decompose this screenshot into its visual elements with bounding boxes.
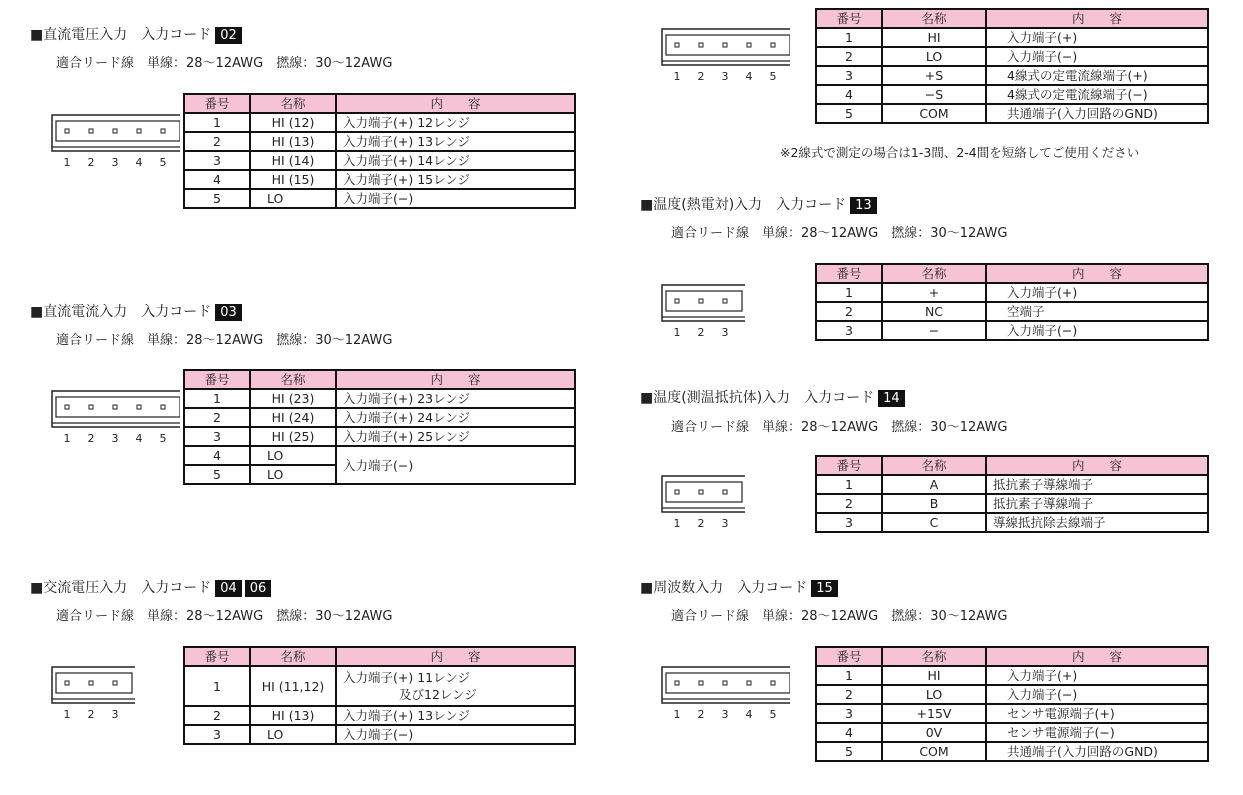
table-cell: 5 [184,189,250,208]
wire-spec: 適合リード線 単線：28～12AWG 撚線：30～12AWG [671,420,1008,435]
table-cell: 名称 [882,9,986,28]
table-cell: ■直流電流入力 入力コード [30,304,212,320]
table-cell: 0V [882,723,986,742]
svg-text:5: 5 [159,432,167,445]
svg-text:2: 2 [87,432,95,445]
table-cell: LO [250,189,336,208]
connector-5pin-icon [50,389,180,447]
table-cell: B [882,494,986,513]
wire-spec: 適合リード線 単線：28～12AWG 撚線：30～12AWG [671,226,1008,241]
table-row [816,66,1208,85]
pin-table-ac-voltage [183,646,576,745]
table-cell: 番号 [816,264,882,283]
table-cell: 抵抗素子導線端子 [986,494,1208,513]
svg-text:4: 4 [135,156,143,169]
table-cell: 名称 [882,647,986,666]
table-cell: 5 [816,742,882,761]
table-cell: 及び12レンジ [399,687,477,702]
svg-text:1: 1 [673,517,681,530]
table-row [184,706,575,725]
table-cell: 導線抵抗除去線端子 [986,513,1208,532]
svg-text:2: 2 [697,70,705,83]
table-cell: COM [882,104,986,123]
table-cell: 4 [184,446,250,465]
connector-5pin-icon [660,665,790,723]
table-row [816,104,1208,123]
table-cell: LO [250,465,336,484]
connector-3pin-icon [660,474,745,532]
table-cell: 3 [184,151,250,170]
input-code-badge: 13 [850,197,877,214]
table-row [816,742,1208,761]
svg-text:3: 3 [721,70,729,83]
table-cell: 4 [816,723,882,742]
svg-text:1: 1 [63,156,71,169]
table-cell: 番号 [816,456,882,475]
table-cell: 内 容 [986,647,1208,666]
table-cell: 4線式の定電流線端子(+) [986,66,1208,85]
table-cell: 入力端子(+) 11レンジ [343,670,470,685]
svg-text:3: 3 [111,432,119,445]
pin-table-rtd [815,455,1209,533]
table-row [816,28,1208,47]
table-row [184,189,575,208]
svg-text:1: 1 [63,708,71,721]
table-cell: LO [882,47,986,66]
table-row [184,113,575,132]
col-content: 内 容 [336,94,575,113]
table-cell: 入力端子(+) 13レンジ [336,706,575,725]
table-cell: ■温度(熱電対)入力 入力コード [640,197,847,213]
table-row [816,685,1208,704]
table-cell: 入力端子(+) 25レンジ [336,427,575,446]
svg-text:1: 1 [673,326,681,339]
table-cell: HI (15) [250,170,336,189]
table-cell: 5 [184,465,250,484]
table-cell: HI (13) [250,132,336,151]
svg-text:3: 3 [721,517,729,530]
table-cell: HI [882,666,986,685]
table-cell: NC [882,302,986,321]
connector-5pin-icon [660,27,790,85]
pin-table-resistance [815,8,1209,124]
svg-text:2: 2 [87,156,95,169]
table-cell: 1 [816,666,882,685]
svg-text:5: 5 [159,156,167,169]
table-cell: 抵抗素子導線端子 [986,475,1208,494]
table-cell: 3 [184,725,250,744]
table-cell: HI (11,12) [250,666,336,706]
table-row [816,283,1208,302]
table-cell: 1 [816,475,882,494]
svg-text:4: 4 [745,70,753,83]
svg-text:4: 4 [745,708,753,721]
table-cell: 入力端子(−) [986,321,1208,340]
table-cell: 入力端子(+) 15レンジ [336,170,575,189]
table-row [816,85,1208,104]
table-row [816,704,1208,723]
wire-spec: 適合リード線 単線：28～12AWG 撚線：30～12AWG [56,56,393,71]
input-code-badge: 14 [878,390,905,407]
table-row [816,494,1208,513]
table-cell: C [882,513,986,532]
connector-3pin-icon [660,283,745,341]
table-cell: 3 [816,513,882,532]
svg-text:1: 1 [673,70,681,83]
svg-text:2: 2 [697,517,705,530]
table-cell: センサ電源端子(−) [986,723,1208,742]
svg-text:5: 5 [769,70,777,83]
connector-3pin-icon [50,665,135,723]
connector-5pin-icon [50,113,180,171]
input-code-badge: 04 [215,580,242,597]
svg-text:2: 2 [87,708,95,721]
wire-spec: 適合リード線 単線：28～12AWG 撚線：30～12AWG [56,333,393,348]
table-cell: HI (14) [250,151,336,170]
table-cell: 内 容 [986,456,1208,475]
table-row [184,389,575,408]
table-row [184,408,575,427]
table-cell: A [882,475,986,494]
svg-text:3: 3 [721,326,729,339]
input-code-badge: 03 [215,304,242,321]
table-cell: 番号 [816,9,882,28]
table-cell: 番号 [816,647,882,666]
svg-text:2: 2 [697,326,705,339]
col-name: 名称 [250,94,336,113]
table-cell: 共通端子(入力回路のGND) [986,742,1208,761]
pin-table-frequency [815,646,1209,762]
table-cell: 内 容 [986,264,1208,283]
table-cell: 2 [816,494,882,513]
pin-table-thermocouple [815,263,1209,341]
svg-text:2: 2 [697,708,705,721]
table-cell: 1 [816,28,882,47]
table-cell: HI (24) [250,408,336,427]
table-cell: HI (25) [250,427,336,446]
svg-text:5: 5 [769,708,777,721]
section-title-dc-voltage [30,26,242,44]
table-row [184,132,575,151]
table-cell: ■温度(測温抵抗体)入力 入力コード [640,390,875,406]
svg-text:4: 4 [135,432,143,445]
table-cell: 3 [184,427,250,446]
table-cell: HI (13) [250,706,336,725]
table-cell: 入力端子(−) [336,189,575,208]
col-no: 番号 [184,94,250,113]
section-title-rtd [640,389,905,407]
section-title-ac-voltage [30,579,271,597]
table-cell: ■直流電圧入力 入力コード [30,27,212,43]
table-cell: 2 [816,47,882,66]
table-cell: 名称 [882,264,986,283]
table-cell: 名称 [882,456,986,475]
table-cell: 1 [816,283,882,302]
table-cell: 2 [184,706,250,725]
table-cell: 共通端子(入力回路のGND) [986,104,1208,123]
section-title-dc-current [30,303,242,321]
pin-table-dc-voltage [183,93,576,209]
table-cell: 入力端子(−) [986,47,1208,66]
svg-text:1: 1 [63,432,71,445]
table-cell: 入力端子(+) [986,666,1208,685]
table-cell: ■周波数入力 入力コード [640,580,808,596]
table-cell: 4 [816,85,882,104]
table-cell: 1 [184,113,250,132]
table-row [816,666,1208,685]
section-title-frequency [640,579,838,597]
table-cell: 内 容 [986,9,1208,28]
table-cell: 入力端子(+) [986,28,1208,47]
table-row [816,302,1208,321]
table-row [816,321,1208,340]
table-cell: COM [882,742,986,761]
table-cell: 2 [184,132,250,151]
table-row [184,725,575,744]
input-code-badge: 06 [245,580,272,597]
table-cell: HI (12) [250,113,336,132]
section-title-thermocouple [640,196,877,214]
table-cell: 入力端子(−) [336,446,575,484]
table-cell: 入力端子(+) [986,283,1208,302]
table-cell: 名称 [250,647,336,666]
table-cell: 1 [184,666,250,706]
table-row [184,170,575,189]
table-cell: 4 [184,170,250,189]
table-cell: 内 容 [336,647,575,666]
table-row [184,666,575,706]
table-cell: 番号 [184,647,250,666]
table-cell: 3 [816,704,882,723]
input-code-badge: 02 [215,27,242,44]
table-cell: 名称 [250,370,336,389]
table-cell: 内 容 [336,370,575,389]
table-cell: 3 [816,66,882,85]
table-cell: ■交流電圧入力 入力コード [30,580,212,596]
table-cell: 入力端子(+) 23レンジ [336,389,575,408]
table-cell: 空端子 [986,302,1208,321]
table-cell: 1 [184,389,250,408]
table-cell: 入力端子(−) [336,725,575,744]
svg-text:3: 3 [111,708,119,721]
table-cell: 2 [184,408,250,427]
table-cell: 入力端子(+) 13レンジ [336,132,575,151]
table-cell: −S [882,85,986,104]
table-cell: 2 [816,685,882,704]
table-cell: 入力端子(+) 14レンジ [336,151,575,170]
svg-text:3: 3 [111,156,119,169]
table-cell: 番号 [184,370,250,389]
table-row [184,151,575,170]
table-row [816,475,1208,494]
table-cell: 3 [816,321,882,340]
input-code-badge: 15 [811,580,838,597]
table-row [184,427,575,446]
table-cell: 4線式の定電流線端子(−) [986,85,1208,104]
pin-table-dc-current [183,369,576,485]
table-cell: LO [250,725,336,744]
table-cell: 入力端子(−) [986,685,1208,704]
table-cell: +15V [882,704,986,723]
table-row [184,446,575,465]
table-cell: 2 [816,302,882,321]
wire-spec: 適合リード線 単線：28～12AWG 撚線：30～12AWG [56,609,393,624]
table-row [816,513,1208,532]
table-cell: + [882,283,986,302]
note-text: ※2線式で測定の場合は1-3間、2-4間を短絡してご使用ください [780,145,1140,160]
table-row [816,47,1208,66]
table-cell: LO [882,685,986,704]
table-cell: − [882,321,986,340]
svg-text:3: 3 [721,708,729,721]
table-cell: 入力端子(+) 12レンジ [336,113,575,132]
table-row [816,723,1208,742]
table-cell: 5 [816,104,882,123]
table-cell: HI [882,28,986,47]
table-cell: +S [882,66,986,85]
svg-text:1: 1 [673,708,681,721]
wire-spec: 適合リード線 単線：28～12AWG 撚線：30～12AWG [671,609,1008,624]
table-cell: 入力端子(+) 24レンジ [336,408,575,427]
table-cell: LO [250,446,336,465]
table-cell: HI (23) [250,389,336,408]
table-cell: センサ電源端子(+) [986,704,1208,723]
